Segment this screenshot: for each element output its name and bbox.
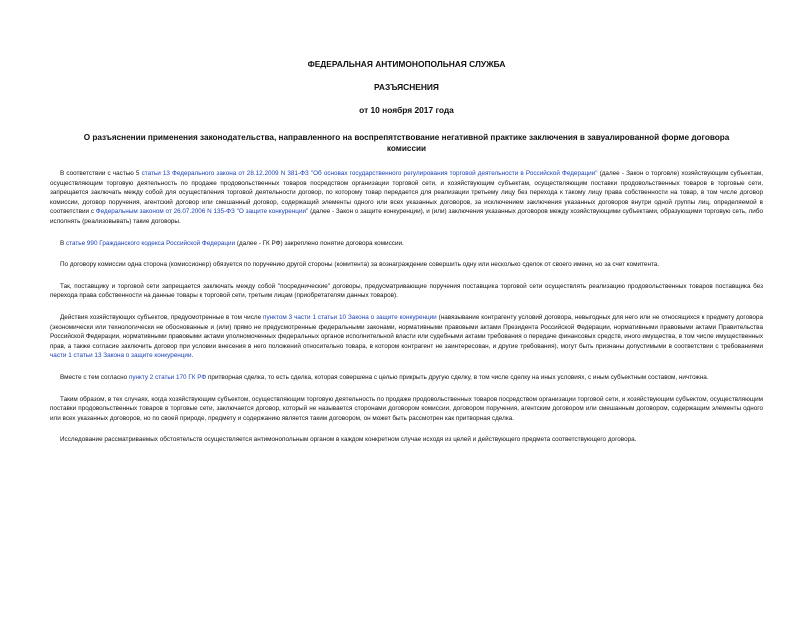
paragraph-4: Так, поставщику и торговой сети запрещается заключать между собой "посреднические" договоры, предусматривающие поручения поставщика торговой сети осуществлять реализацию продовольственных товаров поставщика без перехода права собственности на данные товары к торговой сети, третьим лицам (приобретателям данных товаров). [50,282,763,300]
doc-type-heading: РАЗЪЯСНЕНИЯ [374,82,439,92]
paragraph-text: В соответствии с частью 5 [60,170,142,177]
link-gk-article-990[interactable]: статье 990 Гражданского кодекса Российской Федерации [66,239,236,247]
paragraph-text: (далее - Закон о торговле) хозяйствующим субъектам, осуществляющим торговую деятельность по продаже продовольственных товаров посредством организации торговой сети, и хозяйствующим субъектам, осуществляющим поставки продовольственных товаров в торговые сети, запрещается заключать между собой для осуществления торговой деятельности договор, по которому товар передается для реализации третьему лицу без перехода к такому лицу права собственности на товар, в том числе договор комиссии, договор поручения, агентский договор или смешанный договор, содержащий элементы одного или всех указанных договоров, за исключением заключения указанных договоров внутри одной группы лиц, определяемой в соответствии с [50,170,763,216]
document-title: О разъяснении применения законодательства, направленного на воспрепятствование негативной практике заключения в завуалированной форме договора комиссии [83,133,730,153]
paragraph-text: (навязывание контрагенту условий договора, невыгодных для него или не относящихся к предмету договора (экономически или технологически не обоснованные и (или) прямо не предусмотренные федеральными законами, нормативными правовыми актами Президента Российской Федерации, нормативными правовыми актами Правительства Российской Федерации, нормативными правовыми актами уполномоченных федеральных органов исполнительной власти или судебными актами требования о передаче финансовых средств, иного имущества, в том числе имущественных прав, а также согласие заключить договор при условии внесения в него положений относительно товара, в котором контрагент не заинтересован, и другие требования), могут быть признаны допустимыми в соответствии с требованиями [50,313,763,350]
document-body [50,169,763,445]
agency-heading: ФЕДЕРАЛЬНАЯ АНТИМОНОПОЛЬНАЯ СЛУЖБА [307,59,506,69]
paragraph-text: Действия хозяйствующих субъектов, предусмотренные в том числе [60,313,264,321]
link-law-381-fz[interactable]: статьи 13 Федерального закона от 28.12.2009 N 381-ФЗ "Об основах государственного регулирования торговой деятельности в Российской Федерации" [141,170,598,177]
paragraph-5 [50,313,763,361]
link-article-13-competition-law[interactable]: части 1 статьи 13 Закона о защите конкуренции [50,352,192,360]
document-page [0,59,807,630]
paragraph-text: . [191,352,194,360]
link-law-135-fz[interactable]: Федеральным законом от 26.07.2006 N 135-ФЗ "О защите конкуренции" [95,208,309,216]
link-article-10-competition-law[interactable]: пунктом 3 части 1 статьи 10 Закона о защите конкуренции [263,313,437,321]
paragraph-3: По договору комиссии одна сторона (комиссионер) обязуется по поручению другой стороны (комитента) за вознаграждение совершить одну или несколько сделок от своего имени, но за счет комитента. [60,261,660,269]
paragraph-1 [50,169,763,227]
paragraph-text: В [60,239,66,247]
doc-date: от 10 ноября 2017 года [359,105,454,115]
link-gk-article-170[interactable]: пункту 2 статьи 170 ГК РФ [128,373,207,381]
paragraph-text: Вместе с тем согласно [60,373,129,381]
paragraph-7: Таким образом, в тех случаях, когда хозяйствующим субъектом, осуществляющим торговую деятельность по продаже продовольственных товаров посредством организации торговой сети, и хозяйствующим субъектом, осуществляющим поставки продовольственных товаров в торговые сети, заключается договор, который не называется сторонами договором комиссии, договором поручения, агентским договором или смешанным договором, содержащим элементы одного или всех указанных договоров, но по своей природе, предмету и содержанию является таким договором, он может быть рассмотрен как притворная сделка. [50,395,763,422]
paragraph-text: (далее - Закон о защите конкуренции), и (или) заключения указанных договоров между хозяйствующими субъектами, образующими торговую сеть, либо исполнять (реализовывать) такие договоры. [50,208,763,225]
paragraph-text: (далее - ГК РФ) закреплено понятие договора комиссии. [235,239,404,247]
paragraph-6 [50,373,763,383]
paragraph-2 [50,239,763,249]
paragraph-text: притворная сделка, то есть сделка, которая совершена с целью прикрыть другую сделку, в том числе сделку на иных условиях, с иным субъектным составом, ничтожна. [206,373,709,381]
paragraph-8: Исследование рассматриваемых обстоятельств осуществляется антимонопольным органом в каждом конкретном случае исходя из целей и действующего предмета соответствующего договора. [60,436,637,444]
